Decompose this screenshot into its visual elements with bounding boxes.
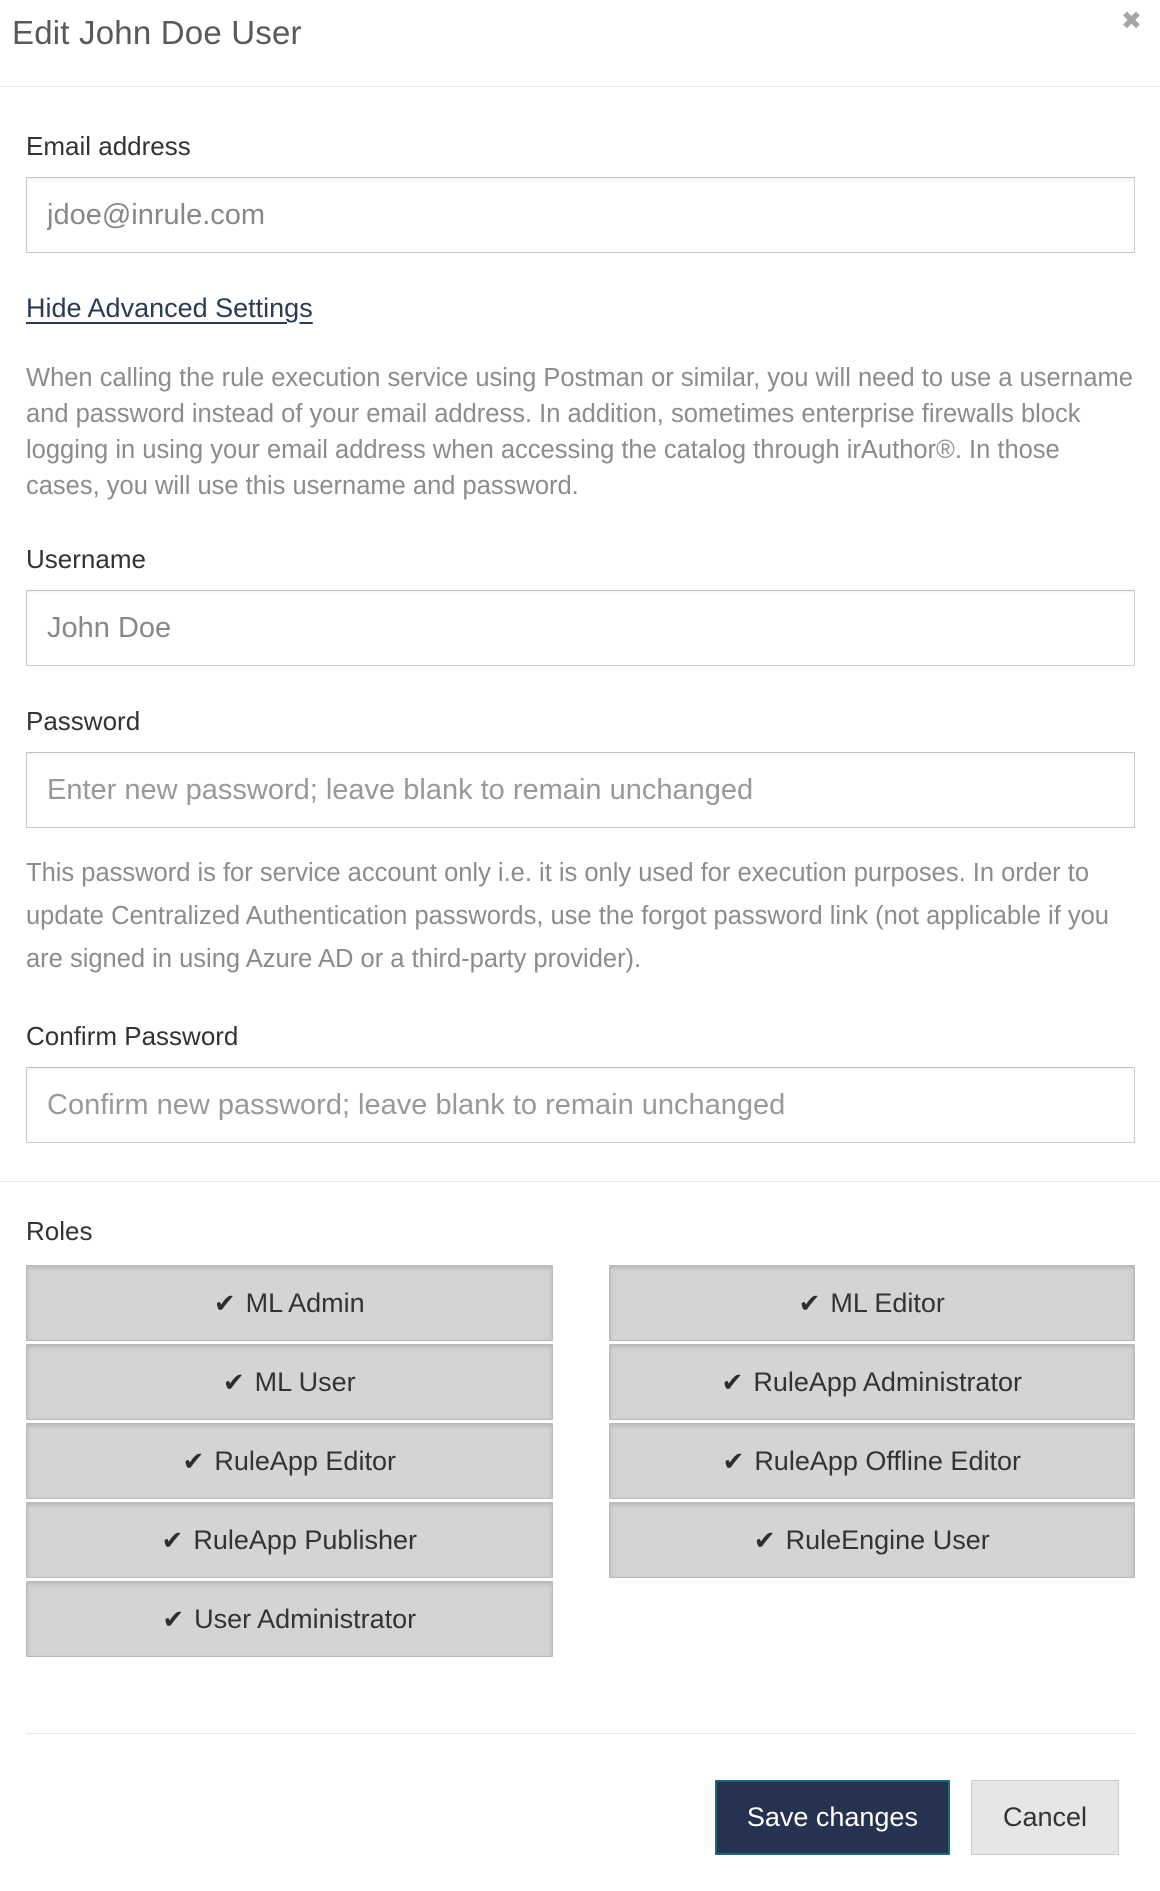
modal-body (0, 87, 1160, 1891)
save-changes-button[interactable]: Save changes (715, 1780, 950, 1855)
check-icon: ✔ (722, 1445, 745, 1476)
check-icon: ✔ (721, 1366, 744, 1397)
advanced-settings-description: When calling the rule execution service using Postman or similar, you will need to use a username and password instead of your email address. In addition, sometimes enterprise firewalls block logging in using your email address when accessing the catalog through irAuthor®. In those cases, you will use this username and password. (26, 364, 1133, 500)
role-label: User Administrator (194, 1603, 417, 1634)
role-button-ruleengine-user[interactable] (609, 1502, 1136, 1578)
username-label: Username (26, 544, 146, 574)
role-label: RuleApp Editor (214, 1445, 396, 1476)
role-button-ml-editor[interactable] (609, 1265, 1136, 1341)
roles-label: Roles (26, 1216, 93, 1246)
check-icon: ✔ (213, 1287, 236, 1318)
role-label: ML User (254, 1366, 356, 1397)
check-icon: ✔ (798, 1287, 821, 1318)
check-icon: ✔ (222, 1366, 245, 1397)
page-title: Edit John Doe User (12, 14, 302, 51)
role-button-ml-admin[interactable] (26, 1265, 553, 1341)
check-icon: ✔ (162, 1603, 185, 1634)
role-label: RuleApp Administrator (753, 1366, 1022, 1397)
roles-left-column (26, 1265, 553, 1657)
email-field[interactable] (26, 177, 1135, 253)
confirm-password-label: Confirm Password (26, 1021, 239, 1051)
password-label: Password (26, 706, 141, 736)
username-field[interactable] (26, 590, 1135, 666)
confirm-password-field[interactable] (26, 1067, 1135, 1143)
role-label: RuleEngine User (785, 1524, 990, 1555)
role-button-ruleapp-offline-editor[interactable] (609, 1423, 1136, 1499)
role-label: ML Editor (830, 1287, 945, 1318)
role-button-ruleapp-administrator[interactable] (609, 1344, 1136, 1420)
modal-header (0, 0, 1160, 87)
roles-right-column (609, 1265, 1136, 1657)
role-label: RuleApp Offline Editor (754, 1445, 1021, 1476)
check-icon: ✔ (161, 1524, 184, 1555)
check-icon: ✔ (753, 1524, 776, 1555)
role-button-ruleapp-publisher[interactable] (26, 1502, 553, 1578)
modal-footer (26, 1734, 1135, 1891)
close-icon[interactable]: ✖ (1121, 6, 1142, 35)
role-label: RuleApp Publisher (193, 1524, 417, 1555)
role-button-ml-user[interactable] (26, 1344, 553, 1420)
role-label: ML Admin (245, 1287, 365, 1318)
role-button-ruleapp-editor[interactable] (26, 1423, 553, 1499)
password-help-text: This password is for service account only i.e. it is only used for execution purposes. In order to update Centralized Authentication passwords, use the forgot password link (not applicable if you are signed in using Azure AD or a third-party provider). (26, 859, 1109, 973)
roles-grid (26, 1265, 1135, 1657)
cancel-button[interactable]: Cancel (971, 1780, 1119, 1855)
role-button-user-administrator[interactable] (26, 1581, 553, 1657)
hide-advanced-settings-link[interactable]: Hide Advanced Settings (26, 293, 313, 323)
check-icon: ✔ (182, 1445, 205, 1476)
email-label: Email address (26, 131, 191, 161)
roles-section-divider (0, 1181, 1160, 1182)
password-field[interactable] (26, 752, 1135, 828)
